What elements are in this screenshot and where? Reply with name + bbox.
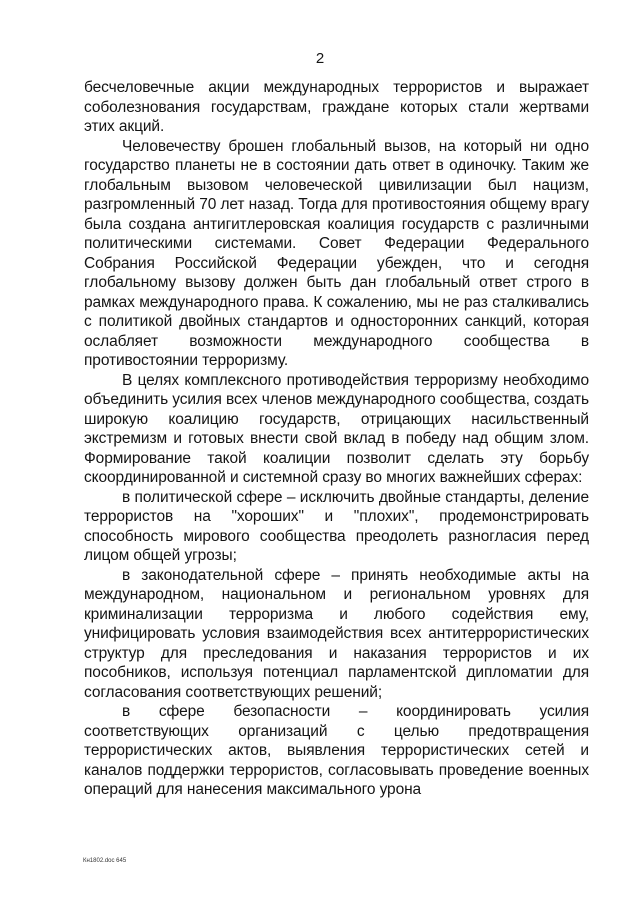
document-body <box>84 78 589 800</box>
paragraph-condolences: бесчеловечные акции международных террористов и выражает соболезнования государствам, граждане которых стали жертвами этих акций. <box>84 79 589 135</box>
paragraph-coalition: В целях комплексного противодействия терроризму необходимо объединить усилия всех членов международного сообщества, создать широкую коалицию государств, отрицающих насильственный экстремизм и готовых внести свой вклад в победу над общим злом. Формирование такой коалиции позволит сделать эту борьбу скоординированной и системной сразу во многих важнейших сферах: <box>84 371 589 486</box>
paragraph-legislative-sphere: в законодательной сфере – принять необходимые акты на международном, национальном и региональном уровнях для криминализации терроризма и любого содействия ему, унифицировать условия взаимодействия всех антитеррористических структур для преследования и наказания террористов и их пособников, используя потенциал парламентской дипломатии для согласования соответствующих решений; <box>84 566 589 701</box>
paragraph-global-challenge: Человечеству брошен глобальный вызов, на который ни одно государство планеты не в состоянии дать ответ в одиночку. Таким же глобальным вызовом человеческой цивилизации был нацизм, разгромленный 70 лет назад. Тогда для противостояния общему врагу была создана антигитлеровская коалиция государств с различными политическими системами. Совет Федерации Федерального Собрания Российской Федерации убежден, что и сегодня глобальному вызову должен быть дан глобальный ответ строго в рамках международного права. К сожалению, мы не раз сталкивались с политикой двойных стандартов и односторонних санкций, которая ослабляет возможности международного сообщества в противостоянии терроризму. <box>84 137 590 369</box>
paragraph-political-sphere: в политической сфере – исключить двойные стандарты, деление террористов на "хороших" и "плохих", продемонстрировать способность мирового сообщества преодолеть разногласия перед лицом общей угрозы; <box>84 488 589 564</box>
page-number: 2 <box>315 50 325 67</box>
paragraph-security-sphere: в сфере безопасности – координировать усилия соответствующих организаций с целью предотвращения террористических актов, выявления террористических сетей и каналов поддержки террористов, согласовывать проведение военных операций для нанесения максимального урона <box>84 703 589 798</box>
footer-document-code: Кн1802.doc 645 <box>83 858 127 864</box>
